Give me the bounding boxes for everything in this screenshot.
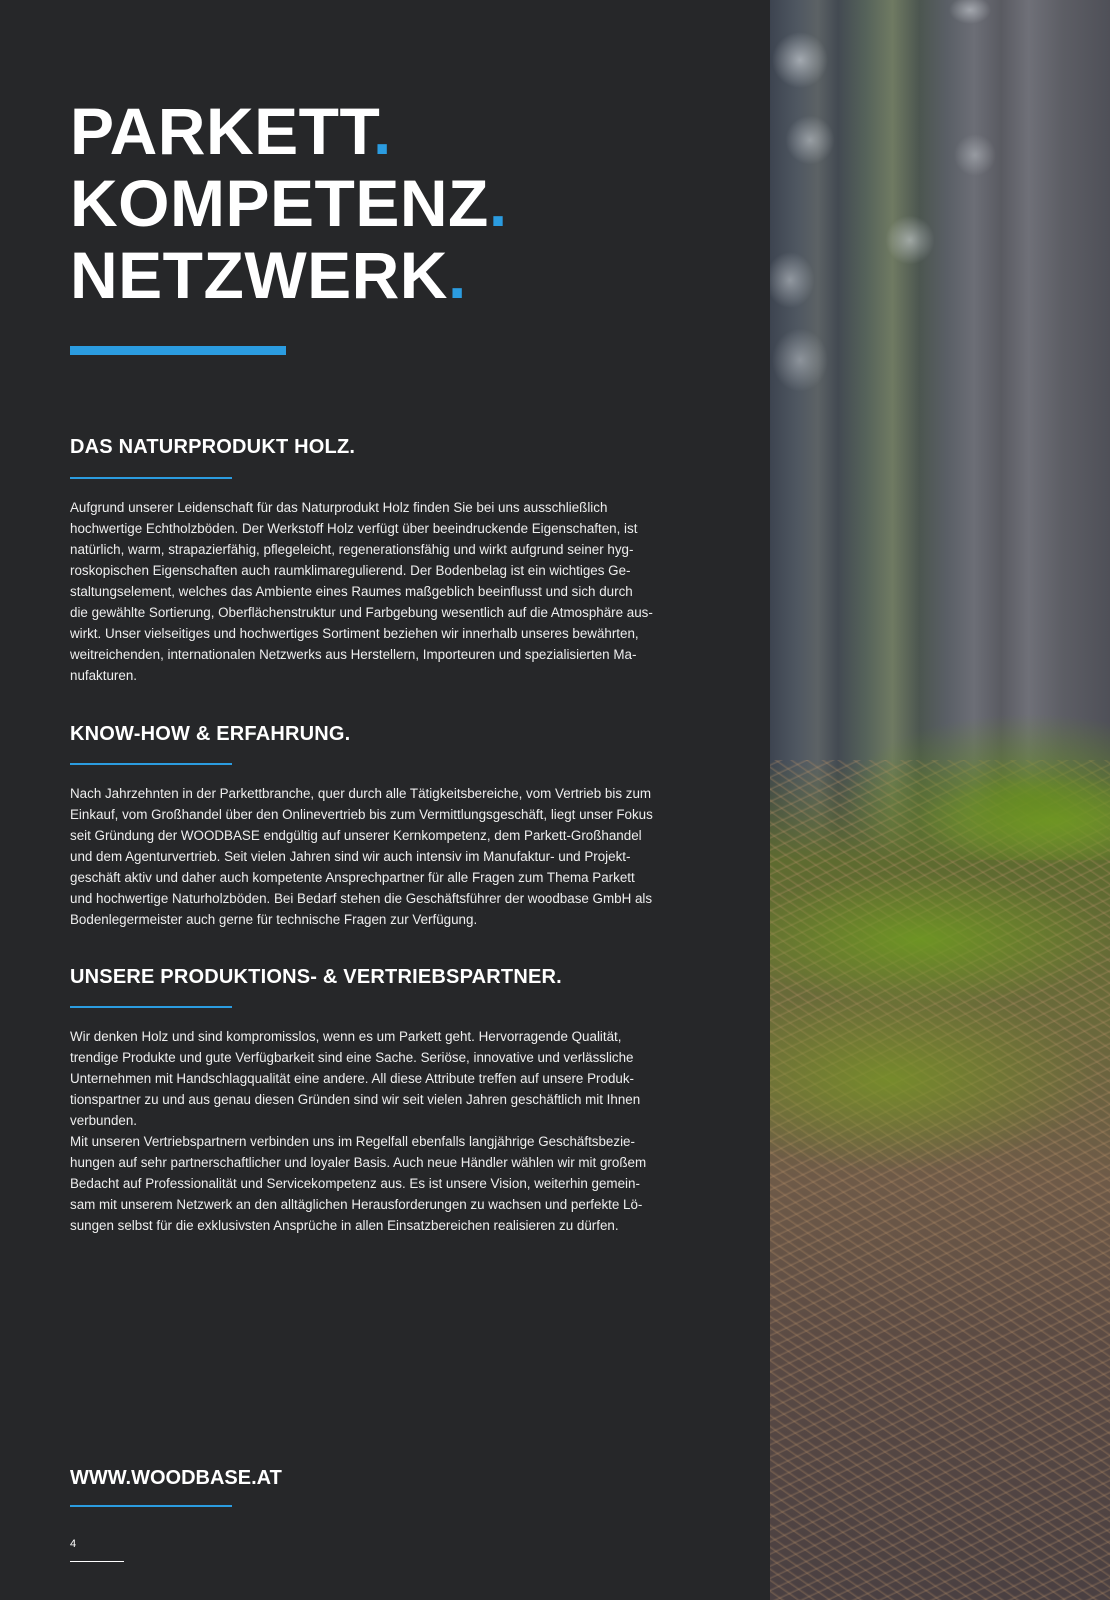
website-rule [70, 1505, 232, 1507]
section-body-naturprodukt [70, 497, 716, 686]
text-line: staltungselement, welches das Ambiente eines Raumes maßgeblich beeinflusst und sich durch [70, 584, 633, 599]
text-line: sungen selbst für die exklusivsten Ansprüche in allen Einsatzbereichen realisieren zu dürfen. [70, 1218, 619, 1233]
text-line: Unternehmen mit Handschlagqualität eine andere. All diese Attribute treffen auf unsere Produk- [70, 1071, 634, 1086]
headline-dot-3: . [447, 238, 467, 312]
text-line: hungen auf sehr partnerschaftlicher und loyaler Basis. Auch neue Händler wählen wir mit großem [70, 1155, 647, 1170]
section-rule-naturprodukt [70, 477, 232, 479]
text-line: Einkauf, vom Großhandel über den Onlinevertrieb bis zum Vermittlungsgeschäft, liegt unser Fokus [70, 807, 653, 822]
text-line: Wir denken Holz und sind kompromisslos, wenn es um Parkett geht. Hervorragende Qualität, [70, 1029, 622, 1044]
page-number-rule [70, 1561, 124, 1562]
website-link[interactable]: WWW.WOODBASE.AT [70, 1467, 282, 1489]
page-headline [70, 95, 508, 311]
section-title-knowhow: KNOW-HOW & ERFAHRUNG. [70, 723, 351, 745]
section-rule-partner [70, 1006, 232, 1008]
text-line: weitreichenden, internationalen Netzwerks aus Herstellern, Importeuren und spezialisierten Ma- [70, 647, 637, 662]
text-line: nufakturen. [70, 668, 137, 683]
text-line: wirkt. Unser vielseitiges und hochwertiges Sortiment beziehen wir innerhalb unseres bewährten, [70, 626, 639, 641]
text-line: tionspartner zu und aus genau diesen Gründen sind wir seit vielen Jahren geschäftlich mit Ihnen [70, 1092, 641, 1107]
text-line: Bedacht auf Professionalität und Servicekompetenz aus. Es ist unsere Vision, weiterhin gemein- [70, 1176, 640, 1191]
text-line: verbunden. [70, 1113, 138, 1128]
text-line: und dem Agenturvertrieb. Seit vielen Jahren sind wir auch intensiv im Manufaktur- und Projekt- [70, 849, 631, 864]
section-rule-knowhow [70, 763, 232, 765]
section-body-knowhow [70, 783, 716, 930]
text-line: roskopischen Eigenschaften auch raumklimaregulierend. Der Bodenbelag ist ein wichtiges Ge- [70, 563, 631, 578]
text-line: seit Gründung der WOODBASE endgültig auf unserer Kernkompetenz, dem Parkett-Großhandel [70, 828, 642, 843]
text-line: trendige Produkte und gute Verfügbarkeit sind eine Sache. Seriöse, innovative und verlässliche [70, 1050, 634, 1065]
text-line: Bodenlegermeister auch gerne für technische Fragen zur Verfügung. [70, 912, 478, 927]
text-line: Mit unseren Vertriebspartnern verbinden uns im Regelfall ebenfalls langjährige Geschäftsbezie- [70, 1134, 635, 1149]
section-body-partner [70, 1026, 716, 1236]
page-number: 4 [70, 1538, 77, 1550]
headline-dot-2: . [488, 166, 508, 240]
text-line: und hochwertige Naturholzböden. Bei Bedarf stehen die Geschäftsführer der woodbase GmbH als [70, 891, 653, 906]
headline-accent-bar [70, 346, 286, 355]
text-line: die gewählte Sortierung, Oberflächenstruktur und Farbgebung wesentlich auf die Atmosphäre aus- [70, 605, 653, 620]
headline-line-3: NETZWERK. [70, 238, 467, 312]
text-line: Aufgrund unserer Leidenschaft für das Naturprodukt Holz finden Sie bei uns ausschließlich [70, 500, 608, 515]
text-line: Nach Jahrzehnten in der Parkettbranche, quer durch alle Tätigkeitsbereiche, vom Vertrieb bis zum [70, 786, 652, 801]
section-title-naturprodukt: DAS NATURPRODUKT HOLZ. [70, 436, 356, 458]
forest-floor-photo [770, 0, 1110, 1600]
text-line: sam mit unserem Netzwerk an den alltäglichen Herausforderungen zu wachsen und perfekte Lö- [70, 1197, 643, 1212]
text-line: hochwertige Echtholzböden. Der Werkstoff Holz verfügt über beeindruckende Eigenschaften, ist [70, 521, 638, 536]
section-title-partner: UNSERE PRODUKTIONS- & VERTRIEBSPARTNER. [70, 966, 562, 988]
text-line: geschäft aktiv und daher auch kompetente Ansprechpartner für alle Fragen zum Thema Parkett [70, 870, 635, 885]
headline-line-1: PARKETT. [70, 94, 392, 168]
headline-dot-1: . [372, 94, 392, 168]
moss-ground-area [770, 760, 1110, 1600]
headline-line-2: KOMPETENZ. [70, 166, 508, 240]
text-line: natürlich, warm, strapazierfähig, pflegeleicht, regenerationsfähig und wirkt aufgrund seiner hyg- [70, 542, 634, 557]
